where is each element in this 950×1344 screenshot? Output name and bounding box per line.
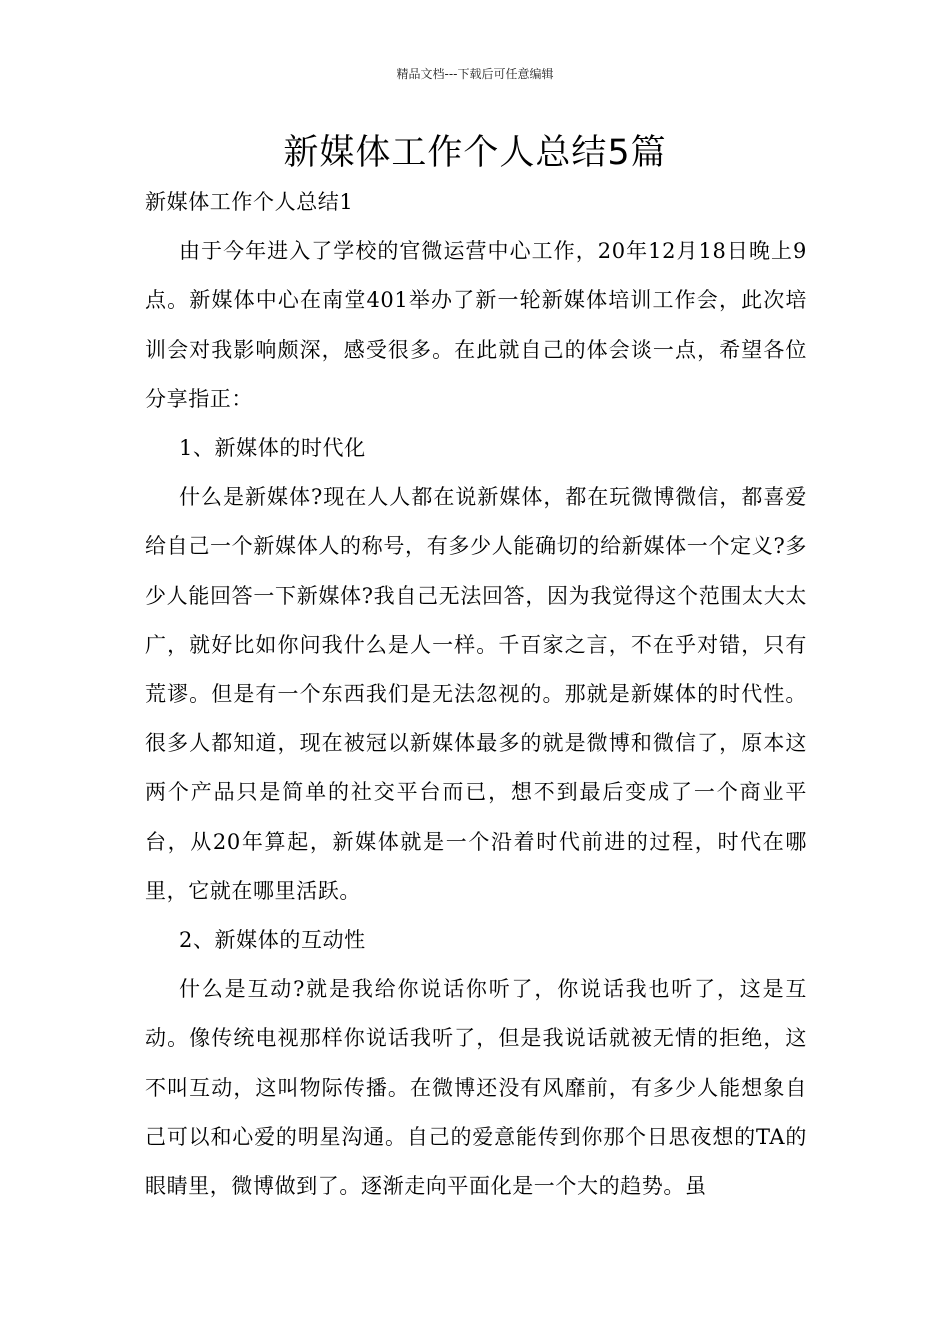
document-title: 新媒体工作个人总结5篇 <box>283 133 667 173</box>
section-heading-era: 1、新媒体的时代化 <box>179 436 366 461</box>
document-subtitle: 新媒体工作个人总结1 <box>145 190 354 214</box>
paragraph-era: 什么是新媒体?现在人人都在说新媒体，都在玩微博微信，都喜爱给自己一个新媒体人的称号，有多少人能确切的给新媒体一个定义?多少人能回答一下新媒体?我自己无法回答，因为我觉得这个范围太大太广，就好比如你问我什么是人一样。千百家之言，不在乎对错，只有荒谬。但是有一个东西我们是无法忽视的。那就是新媒体的时代性。很多人都知道，现在被冠以新媒体最多的就是微博和微信了，原本这两个产品只是简单的社交平台而已，想不到最后变成了一个商业平台，从20年算起，新媒体就是一个沿着时代前进的过程，时代在哪里，它就在哪里活跃。 <box>145 485 807 903</box>
paragraph-interaction: 什么是互动?就是我给你说话你听了，你说话我也听了，这是互动。像传统电视那样你说话我听了，但是我说话就被无情的拒绝，这不叫互动，这叫物际传播。在微博还没有风靡前，有多少人能想象自己可以和心爱的明星沟通。自己的爱意能传到你那个日思夜想的TA的眼睛里，微博做到了。逐渐走向平面化是一个大的趋势。虽 <box>145 977 807 1199</box>
header-note: 精品文档---下载后可任意编辑 <box>396 67 554 81</box>
document-body <box>145 178 807 1211</box>
paragraph-intro: 由于今年进入了学校的官微运营中心工作，20年12月18日晚上9点。新媒体中心在南堂401举办了新一轮新媒体培训工作会，此次培训会对我影响颇深，感受很多。在此就自己的体会谈一点，希望各位分享指正： <box>145 239 807 411</box>
section-heading-interaction: 2、新媒体的互动性 <box>179 928 366 953</box>
